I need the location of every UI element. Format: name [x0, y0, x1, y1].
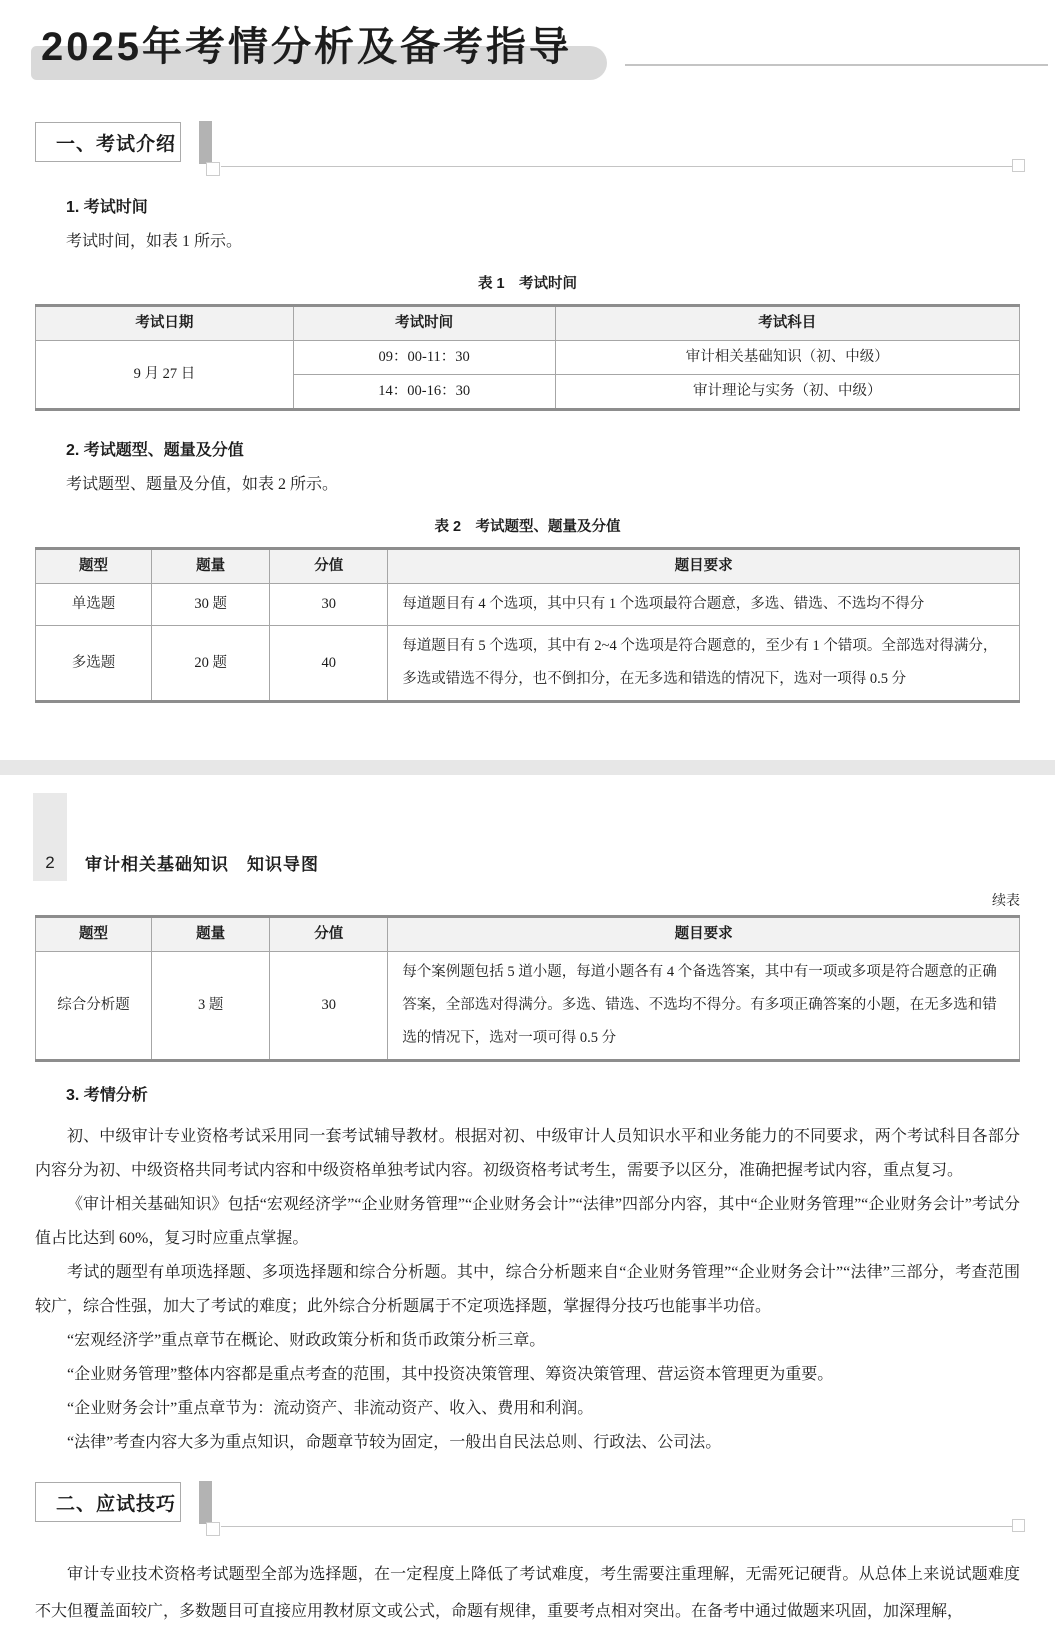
question-count-cell: 20 题: [152, 626, 270, 702]
table-header-cell: 分值: [270, 917, 388, 952]
intro-question-types: 考试题型、题量及分值，如表 2 所示。: [66, 476, 339, 493]
subheading-exam-time: 1. 考试时间: [66, 199, 148, 216]
table-header-cell: 考试日期: [36, 306, 294, 341]
continued-table-label: 续表: [992, 894, 1020, 909]
section-heading-bar: [199, 1481, 212, 1524]
table-header-row: [36, 306, 1020, 341]
section-heading-bar: [199, 121, 212, 164]
question-requirement-cell: 每道题目有 5 个选项，其中有 2~4 个选项是符合题意的，至少有 1 个错项。全部选对得满分，多选或错选不得分，也不倒扣分，在无多选和错选的情况下，选对一项得 0.5 分: [388, 626, 1020, 702]
decorative-square-left: [206, 1522, 220, 1536]
decorative-square-right: [1012, 159, 1025, 172]
analysis-paragraph: 《审计相关基础知识》包括“宏观经济学”“企业财务管理”“企业财务会计”“法律”四部分内容，其中“企业财务管理”“企业财务会计”考试分值占比达到 60%，复习时应重点掌握。: [35, 1196, 1020, 1247]
analysis-paragraphs: [35, 1120, 1020, 1460]
question-requirement-cell: 每道题目有 4 个选项，其中只有 1 个选项最符合题意，多选、错选、不选均不得分: [388, 584, 1020, 626]
exam-time-cell: 14：00-16：30: [293, 375, 555, 410]
exam-date-cell: 9 月 27 日: [36, 341, 294, 410]
decorative-square-left: [206, 162, 220, 176]
table-row: [36, 952, 1020, 1061]
question-count-cell: 3 题: [152, 952, 270, 1061]
exam-time-cell: 09：00-11：30: [293, 341, 555, 375]
running-title: 审计相关基础知识 知识导图: [85, 855, 319, 874]
table-header-cell: 考试时间: [293, 306, 555, 341]
analysis-paragraph: 考试的题型有单项选择题、多项选择题和综合分析题。其中，综合分析题来自“企业财务管理”“企业财务会计”“法律”三部分，考查范围较广，综合性强，加大了考试的难度；此外综合分析题属于不定项选择题，掌握得分技巧也能事半功倍。: [35, 1264, 1020, 1315]
analysis-paragraph: “企业财务管理”整体内容都是重点考查的范围，其中投资决策管理、筹资决策管理、营运资本管理更为重要。: [67, 1366, 834, 1383]
subheading-exam-analysis: 3. 考情分析: [66, 1087, 148, 1104]
question-count-cell: 30 题: [152, 584, 270, 626]
exam-subject-cell: 审计相关基础知识（初、中级）: [555, 341, 1019, 375]
section-rule-line: [221, 166, 1012, 167]
page-separator-band: [0, 760, 1055, 775]
table-header-cell: 考试科目: [555, 306, 1019, 341]
question-score-cell: 30: [270, 584, 388, 626]
analysis-paragraph: “法律”考查内容大多为重点知识，命题章节较为固定，一般出自民法总则、行政法、公司法。: [67, 1434, 722, 1451]
table-header-cell: 题量: [152, 917, 270, 952]
table-header-cell: 题型: [36, 917, 152, 952]
techniques-paragraph: 审计专业技术资格考试题型全部为选择题，在一定程度上降低了考试难度，考生需要注重理解，无需死记硬背。从总体上来说试题难度不大但覆盖面较广，多数题目可直接应用教材原文或公式，命题有规律，重要考点相对突出。在备考中通过做题来巩固，加深理解，: [35, 1566, 1020, 1620]
section-heading-label: 二、应试技巧: [56, 1493, 177, 1515]
running-header: [0, 793, 1055, 881]
question-type-cell: 综合分析题: [36, 952, 152, 1061]
table-header-cell: 题型: [36, 549, 152, 584]
page-number: 2: [45, 853, 55, 872]
analysis-paragraph: “企业财务会计”重点章节为：流动资产、非流动资产、收入、费用和利润。: [67, 1400, 594, 1417]
table1-caption: 表 1 考试时间: [477, 276, 578, 292]
analysis-paragraph: 初、中级审计专业资格考试采用同一套考试辅导教材。根据对初、中级审计人员知识水平和业务能力的不同要求，两个考试科目各部分内容分为初、中级资格共同考试内容和中级资格单独考试内容。初级资格考试考生，需要予以区分，准确把握考试内容，重点复习。: [35, 1128, 1020, 1179]
table2-caption: 表 2 考试题型、题量及分值: [434, 519, 621, 535]
section-rule-line: [221, 1526, 1012, 1527]
section-heading-box: [35, 122, 181, 162]
title-rule-line: [625, 64, 1048, 66]
table-header-row: [36, 917, 1020, 952]
question-type-cell: 多选题: [36, 626, 152, 702]
exam-time-table: [35, 304, 1020, 411]
page-title: 2025年考情分析及备考指导: [41, 25, 572, 69]
table-header-cell: 题目要求: [388, 549, 1020, 584]
page-top-section: [0, 20, 1055, 703]
document-page: [0, 20, 1055, 1620]
table-header-cell: 题目要求: [388, 917, 1020, 952]
table-row: [36, 626, 1020, 702]
section-heading-exam-intro: [35, 122, 1020, 180]
intro-exam-time: 考试时间，如表 1 所示。: [66, 233, 243, 250]
section-heading-label: 一、考试介绍: [56, 133, 177, 155]
question-type-table: [35, 547, 1020, 703]
question-score-cell: 30: [270, 952, 388, 1061]
page-number-tab: [33, 793, 67, 881]
main-title-row: [35, 20, 1020, 74]
analysis-paragraph: “宏观经济学”重点章节在概论、财政政策分析和货币政策分析三章。: [67, 1332, 546, 1349]
question-score-cell: 40: [270, 626, 388, 702]
question-type-cell: 单选题: [36, 584, 152, 626]
question-type-table-continued: [35, 915, 1020, 1062]
exam-subject-cell: 审计理论与实务（初、中级）: [555, 375, 1019, 410]
subheading-question-types: 2. 考试题型、题量及分值: [66, 442, 244, 459]
decorative-square-right: [1012, 1519, 1025, 1532]
table-header-row: [36, 549, 1020, 584]
question-requirement-cell: 每个案例题包括 5 道小题，每道小题各有 4 个备选答案，其中有一项或多项是符合题意的正确答案，全部选对得满分。多选、错选、不选均不得分。有多项正确答案的小题，在无多选和错选的情况下，选对一项可得 0.5 分: [388, 952, 1020, 1061]
table-row: [36, 341, 1020, 375]
section-heading-box: [35, 1482, 181, 1522]
table-header-cell: 分值: [270, 549, 388, 584]
table-row: [36, 584, 1020, 626]
section-heading-exam-techniques: [35, 1482, 1020, 1540]
table-header-cell: 题量: [152, 549, 270, 584]
page-two-section: [0, 893, 1055, 1630]
